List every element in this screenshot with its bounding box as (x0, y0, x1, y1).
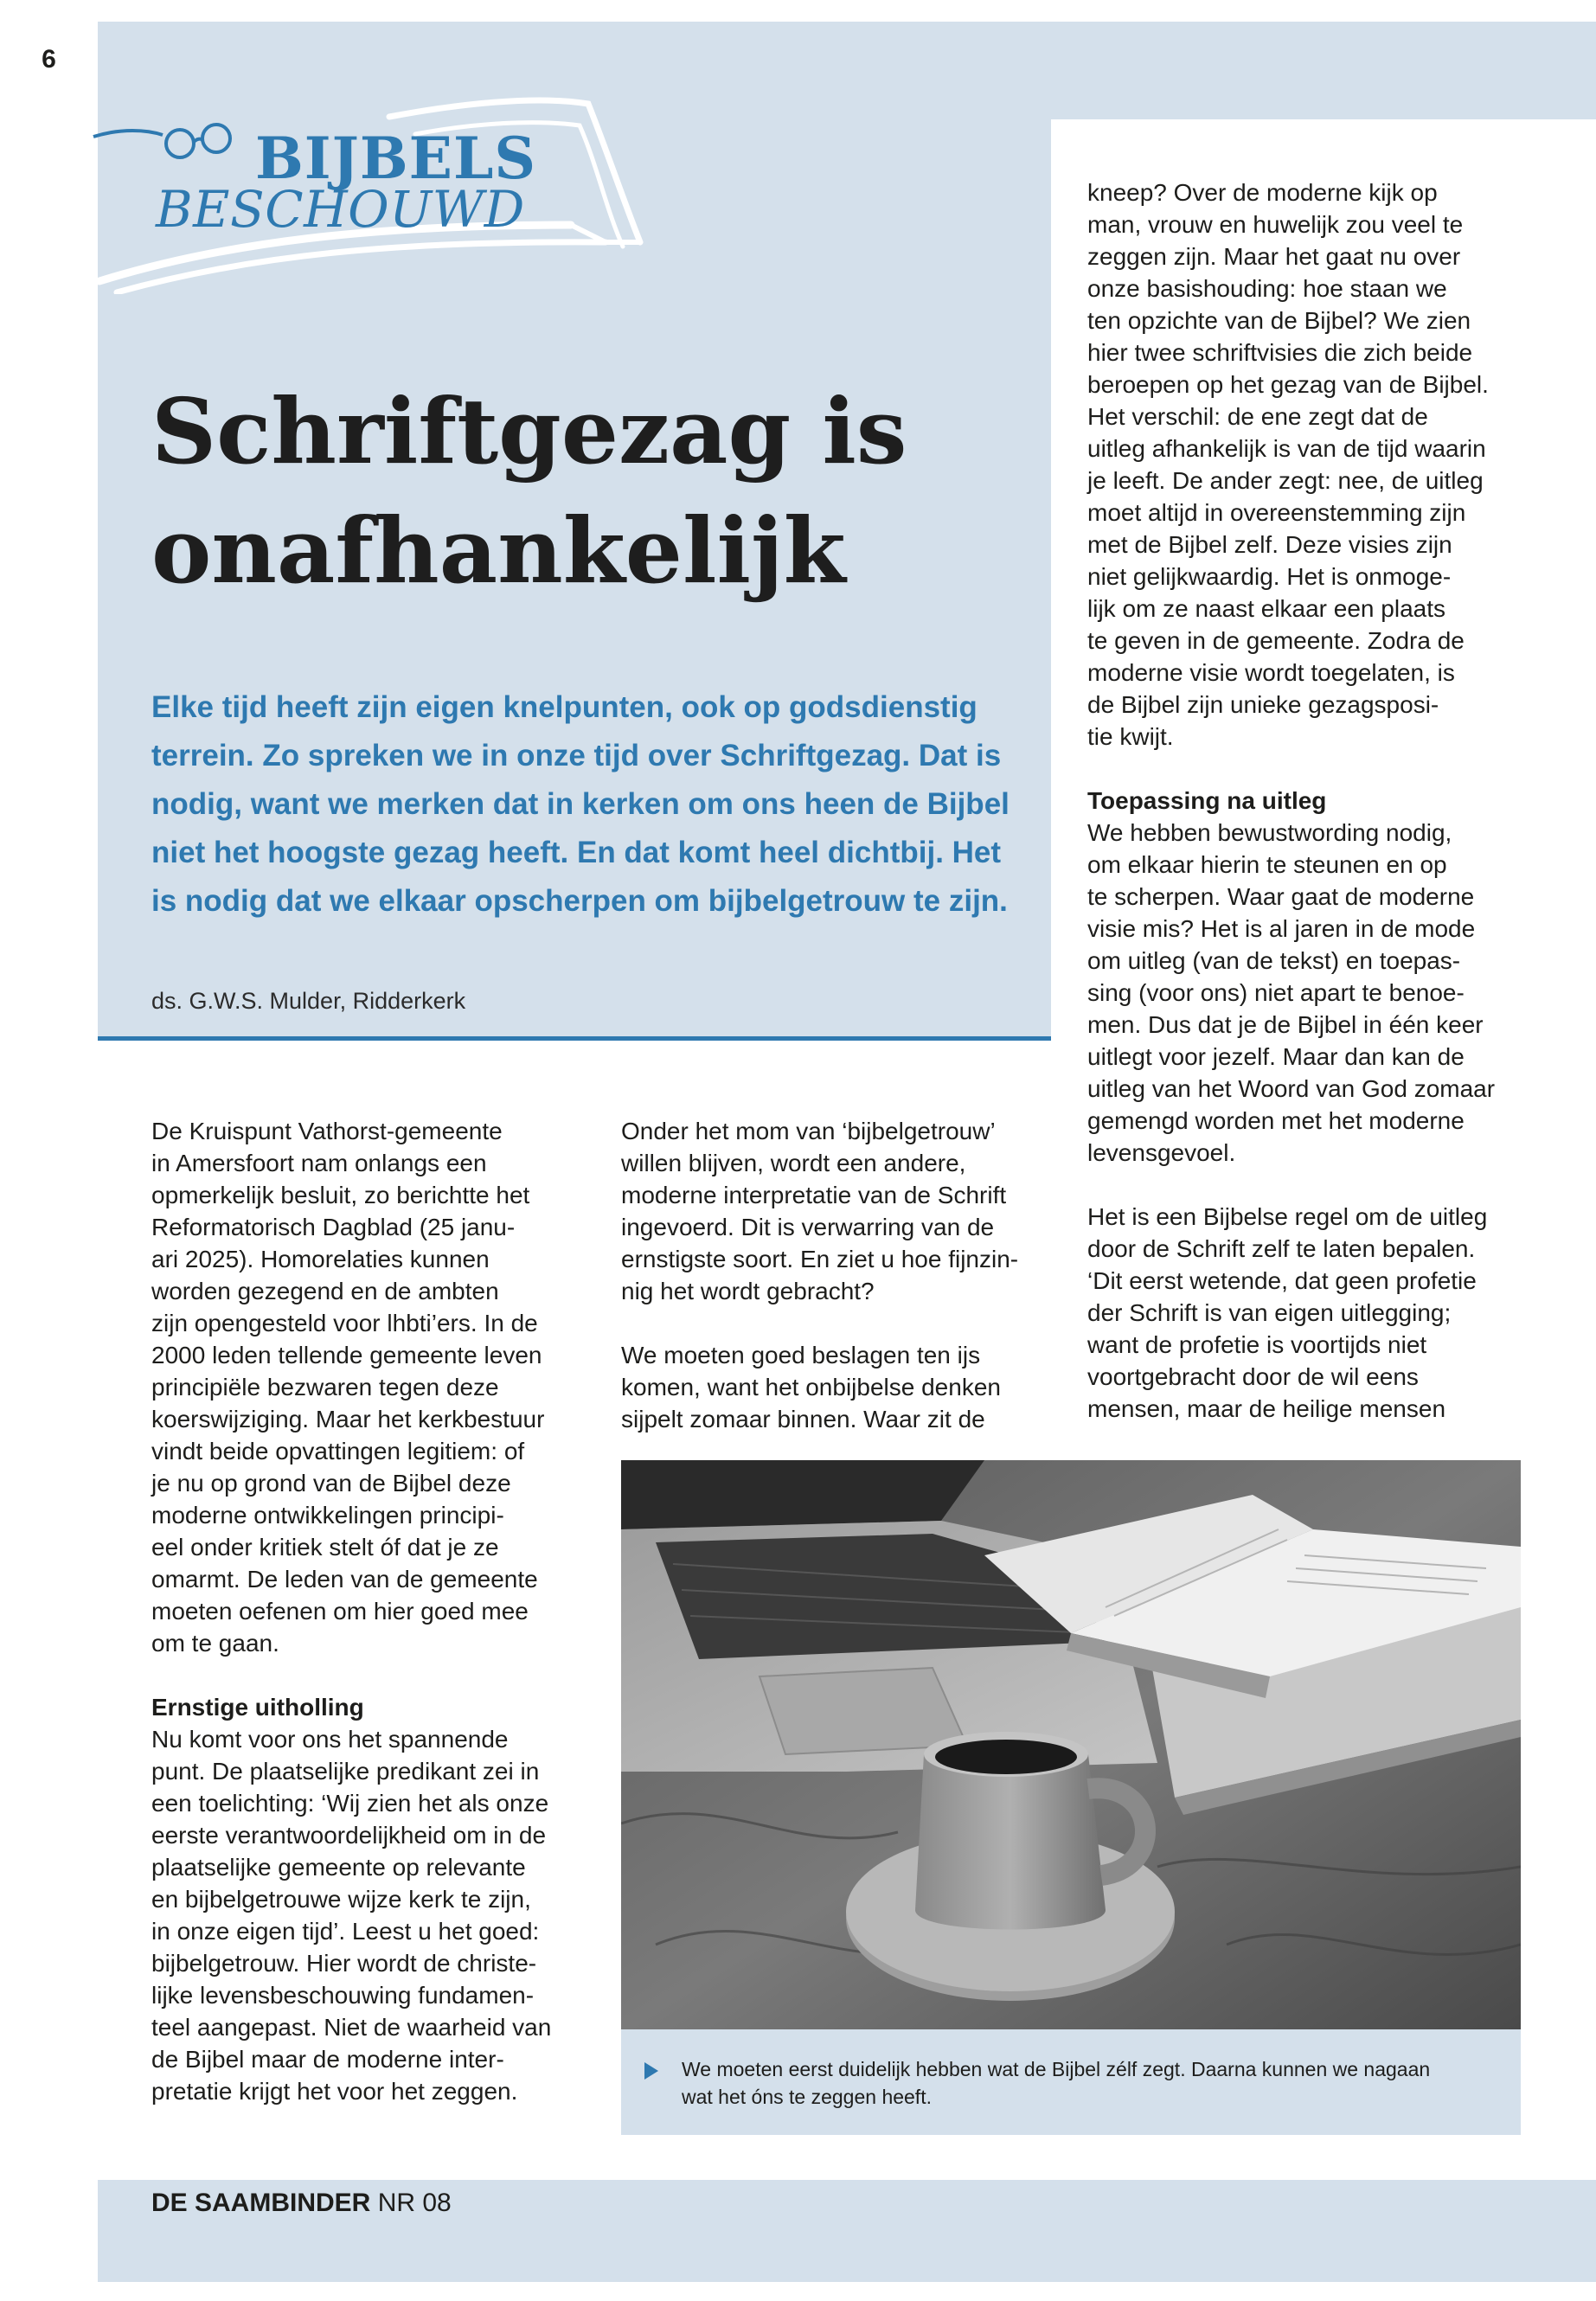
intro-divider (98, 1036, 1051, 1041)
paragraph: De Kruispunt Vathorst-gemeente in Amersfoort nam onlangs een opmerkelijk besluit, zo berichtte het Reformatorisch Dagblad (25 janu- ari 2025). Homorelaties kunnen worden gezegend en de ambten zijn opengesteld voor lhbti’ers. In de 2000 leden tellende gemeente leven principiële bezwaren tegen deze koerswijziging. Maar het kerkbestuur vindt beide opvattingen legitiem: of je nu op grond van de Bijbel deze moderne ontwikkelingen principi- eel onder kritiek stelt óf dat je ze omarmt. De leden van de gemeente moeten oefenen om hier goed mee om te gaan. (151, 1118, 545, 1657)
subheading: Toepassing na uitleg (1087, 787, 1327, 814)
body-column-2 (621, 1115, 1045, 1467)
paragraph: Onder het mom van ‘bijbelgetrouw’ willen blijven, wordt een andere, moderne interpretatie van de Schrift ingevoerd. Dit is verwarring van de ernstigste soort. En ziet u hoe fijnzin- nig het wordt gebracht? (621, 1118, 1019, 1304)
logo-title-bottom: BESCHOUWD (156, 180, 525, 239)
paragraph: We moeten goed beslagen ten ijs komen, want het onbijbelse denken sijpelt zomaar binnen. Waar zit de (621, 1342, 1001, 1433)
footer (151, 2189, 452, 2218)
paragraph: Nu komt voor ons het spannende punt. De plaatselijke predikant zei in een toelichting: ‘Wij zien het als onze eerste verantwoordelijkheid om in de plaatselijke gemeente op relevante en bijbelgetrouwe wijze kerk te zijn, in onze eigen tijd’. Leest u het goed: bijbelgetrouw. Hier wordt de christe- lijke levensbeschouwing fundamen- teel aangepast. Niet de waarheid van de Bijbel maar de moderne inter- pretatie krijgt het voor het zeggen. (151, 1726, 552, 2105)
article-intro: Elke tijd heeft zijn eigen knelpunten, ook op godsdienstig terrein. Zo spreken we in onze tijd over Schriftgezag. Dat is nodig, want we merken dat in kerken om ons heen de Bijbel niet het hoogste gezag heeft. En dat komt heel dichtbij. Het is nodig dat we elkaar opscherpen om bijbelgetrouw te zijn. (151, 690, 1010, 918)
body-column-3 (1087, 176, 1537, 1457)
caption-text: We moeten eerst duidelijk hebben wat de Bijbel zélf zegt. Daarna kunnen we nagaan wat het óns te zeggen heeft. (682, 2058, 1431, 2108)
paragraph: We hebben bewustwording nodig, om elkaar hierin te steunen en op te scherpen. Waar gaat de moderne visie mis? Het is al jaren in de mode om uitleg (van de tekst) en toepas- sing (voor ons) niet apart te benoe- men. Dus dat je de Bijbel in één keer uitlegt voor jezelf. Maar dan kan de uitleg van het Woord van God zomaar gemengd worden met het moderne levensgevoel. (1087, 819, 1496, 1166)
subheading: Ernstige uitholling (151, 1694, 364, 1721)
photo-caption (621, 2029, 1521, 2135)
section-logo (87, 95, 675, 294)
body-column-1 (151, 1115, 584, 2139)
logo-title-top: BIJBELS (255, 125, 537, 192)
paragraph: Het is een Bijbelse regel om de uitleg door de Schrift zelf te laten bepalen. ‘Dit eerst wetende, dat geen profetie der Schrift is van eigen uitlegging; want de profetie is voortijds niet voortgebracht door de wil eens mensen, maar de heilige mensen (1087, 1203, 1488, 1422)
article-title: Schriftgezag is onafhankelijk (151, 378, 907, 604)
page-number: 6 (0, 0, 98, 119)
left-margin-band (0, 119, 98, 2282)
issue-number: NR 08 (377, 2189, 452, 2217)
magazine-name: DE SAAMBINDER (151, 2189, 371, 2217)
article-author: ds. G.W.S. Mulder, Ridderkerk (151, 988, 466, 1014)
photo-illustration (621, 1460, 1521, 2029)
play-arrow-icon (644, 2062, 658, 2080)
paragraph: kneep? Over de moderne kijk op man, vrouw en huwelijk zou veel te zeggen zijn. Maar het gaat nu over onze basishouding: hoe staan we ten opzichte van de Bijbel? We zien hier twee schriftvisies die zich beide beroepen op het gezag van de Bijbel. Het verschil: de ene zegt dat de uitleg afhankelijk is van de tijd waarin je leeft. De ander zegt: nee, de uitleg moet altijd in overeenstemming zijn met de Bijbel zelf. Deze visies zijn niet gelijkwaardig. Het is onmoge- lijk om ze naast elkaar een plaats te geven in de gemeente. Zodra de moderne visie wordt toegelaten, is de Bijbel zijn unieke gezagsposi- tie kwijt. (1087, 179, 1489, 750)
article-photo (621, 1460, 1521, 2029)
